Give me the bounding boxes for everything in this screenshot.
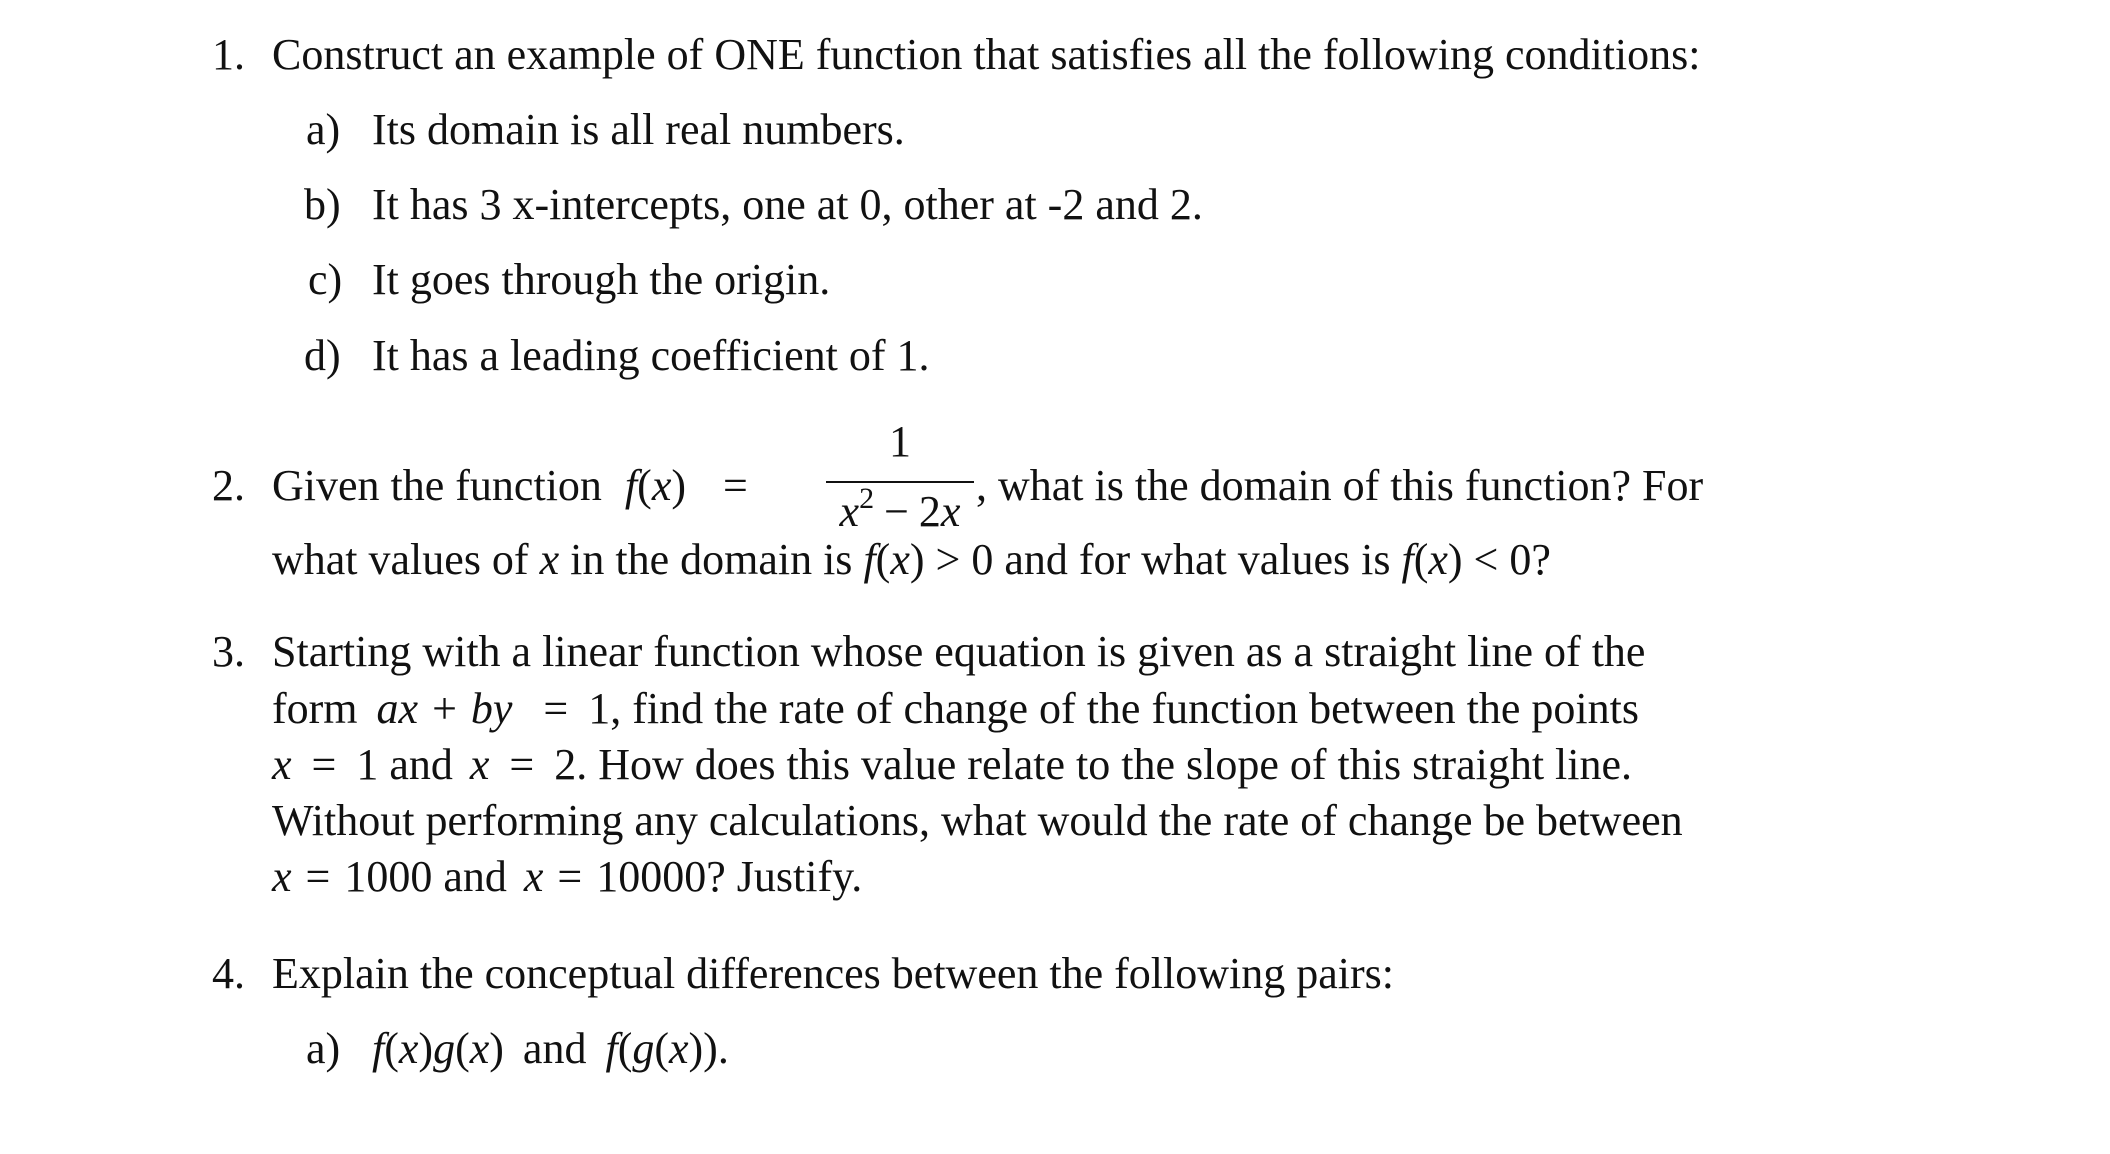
q2-fraction-numerator: 1 [889,417,911,466]
q1-item-a-text: Its domain is all real numbers. [372,105,905,154]
q4-item-a-label: a) [306,1024,341,1073]
q2-line2: what values of x in the domain is f(x) > 0 and for what values is f(x) < 0? [272,535,1551,584]
q2-fraction-bar [826,481,974,483]
q3-line5: x = 1000 and x = 10000? Justify. [272,852,863,901]
q3-line3: x = 1 and x = 2. How does this value relate to the slope of this straight line. [272,740,1633,789]
q2-fx-negative: f(x) [1401,535,1463,584]
q3-number: 3. [212,627,245,676]
q2-fraction-denominator: $x^2 - 2x$ [839,482,961,536]
q2-x-var: x [539,535,560,584]
q1-item-d-text: It has a leading coefficient of 1. [372,331,930,380]
q3-equation: ax [376,684,419,733]
q1-item-a-label: a) [306,105,341,154]
q2-fx-positive: f(x) [863,535,925,584]
q4-text: Explain the conceptual differences between the following pairs: [272,949,1394,998]
q2-function-notation: f(x) [624,461,686,510]
q2-after-fraction: , what is the domain of this function? For [976,461,1704,510]
q3-line4: Without performing any calculations, what would the rate of change be between [272,796,1683,845]
q3-line2: form ax + by = 1, find the rate of change of the function between the points [272,684,1640,733]
q1-item-c-text: It goes through the origin. [372,255,831,304]
q1-item-d-label: d) [304,331,341,380]
q2-equals: = [723,461,748,510]
q1-item-c-label: c) [308,255,343,304]
q2-lead: Given the function [272,461,602,510]
q2-line1-start [272,461,762,510]
q4-item-a-text: f(x)g(x) and f(g(x)). [372,1024,729,1073]
q1-item-b-text: It has 3 x-intercepts, one at 0, other at -2 and 2. [372,180,1203,229]
q2-number: 2. [212,461,245,510]
q1-text: Construct an example of ONE function that satisfies all the following conditions: [272,30,1701,79]
q3-line1: Starting with a linear function whose equation is given as a straight line of the [272,627,1646,676]
q1-number: 1. [212,30,245,79]
q1-item-b-label: b) [304,180,341,229]
q4-number: 4. [212,949,245,998]
